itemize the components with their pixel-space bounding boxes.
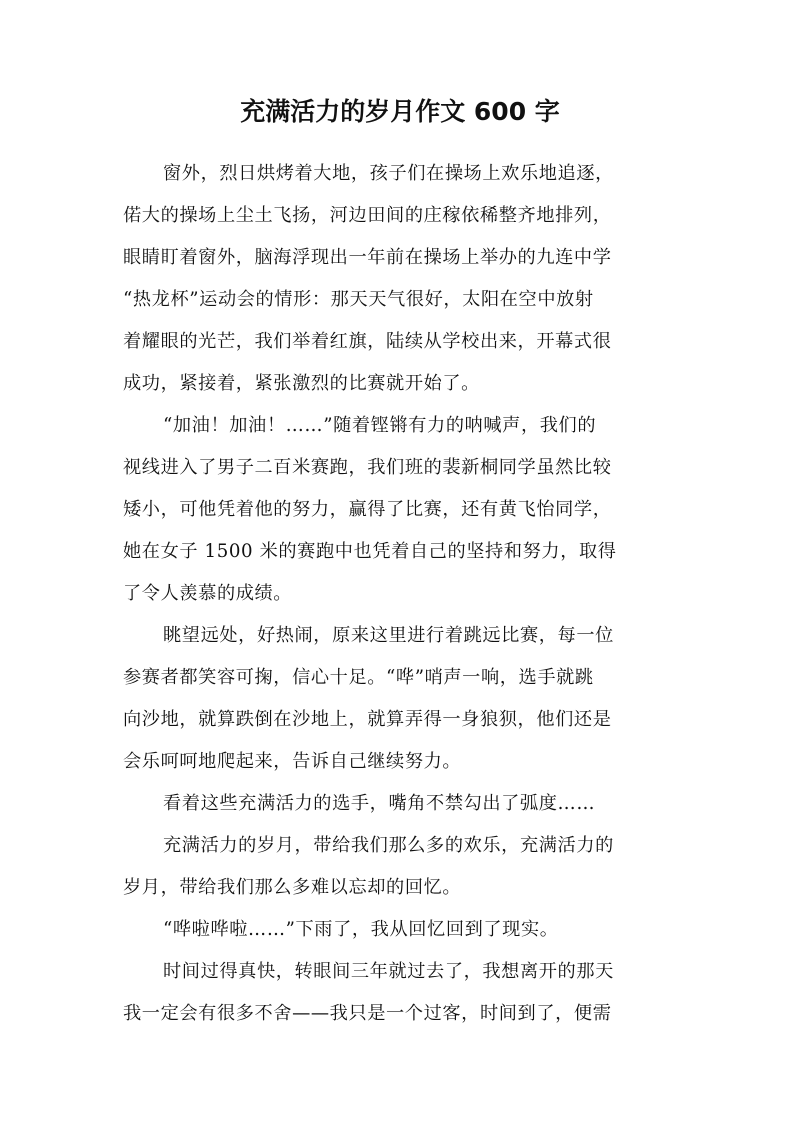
- text-line: 成功，紧接着，紧张激烈的比赛就开始了。: [123, 373, 480, 394]
- text-line: 视线进入了男子二百米赛跑，我们班的裴新桐同学虽然比较: [123, 457, 612, 478]
- text-line: 我一定会有很多不舍——我只是一个过客，时间到了，便需: [123, 1003, 612, 1024]
- text-line: 她在女子 1500 米的赛跑中也凭着自己的坚持和努力，取得: [123, 541, 617, 562]
- text-line: 向沙地，就算跌倒在沙地上，就算弄得一身狼狈，他们还是: [123, 709, 612, 730]
- text-line: 岁月，带给我们那么多难以忘却的回忆。: [123, 877, 462, 898]
- text-line: 眺望远处，好热闹，原来这里进行着跳远比赛，每一位: [163, 625, 614, 646]
- text-line: 充满活力的岁月，带给我们那么多的欢乐，充满活力的: [163, 835, 614, 856]
- text-line: “哗啦哗啦……”下雨了，我从回忆回到了现实。: [163, 919, 559, 940]
- text-line: 时间过得真快，转眼间三年就过去了，我想离开的那天: [163, 961, 614, 982]
- text-line: 了令人羡慕的成绩。: [123, 583, 293, 604]
- text-line: 偌大的操场上尘土飞扬，河边田间的庄稼依稀整齐地排列，: [123, 205, 612, 226]
- document-title: 充满活力的岁月作文 600 字: [240, 97, 560, 126]
- text-line: 看着这些充满活力的选手，嘴角不禁勾出了弧度……: [163, 793, 596, 814]
- text-line: 窗外，烈日烘烤着大地，孩子们在操场上欢乐地追逐，: [163, 163, 614, 184]
- text-line: 矮小，可他凭着他的努力，赢得了比赛，还有黄飞怡同学，: [123, 499, 612, 520]
- text-line: 会乐呵呵地爬起来，告诉自己继续努力。: [123, 751, 462, 772]
- text-line: “加油！加油！……”随着铿锵有力的呐喊声，我们的: [163, 415, 597, 436]
- text-line: 着耀眼的光芒，我们举着红旗，陆续从学校出来，开幕式很: [123, 331, 612, 352]
- text-line: 参赛者都笑容可掬，信心十足。“哗”哨声一响，选手就跳: [123, 667, 594, 688]
- text-line: “热龙杯”运动会的情形：那天天气很好，太阳在空中放射: [123, 289, 594, 310]
- document-body: [123, 153, 683, 1035]
- text-line: 眼睛盯着窗外，脑海浮现出一年前在操场上举办的九连中学: [123, 247, 612, 268]
